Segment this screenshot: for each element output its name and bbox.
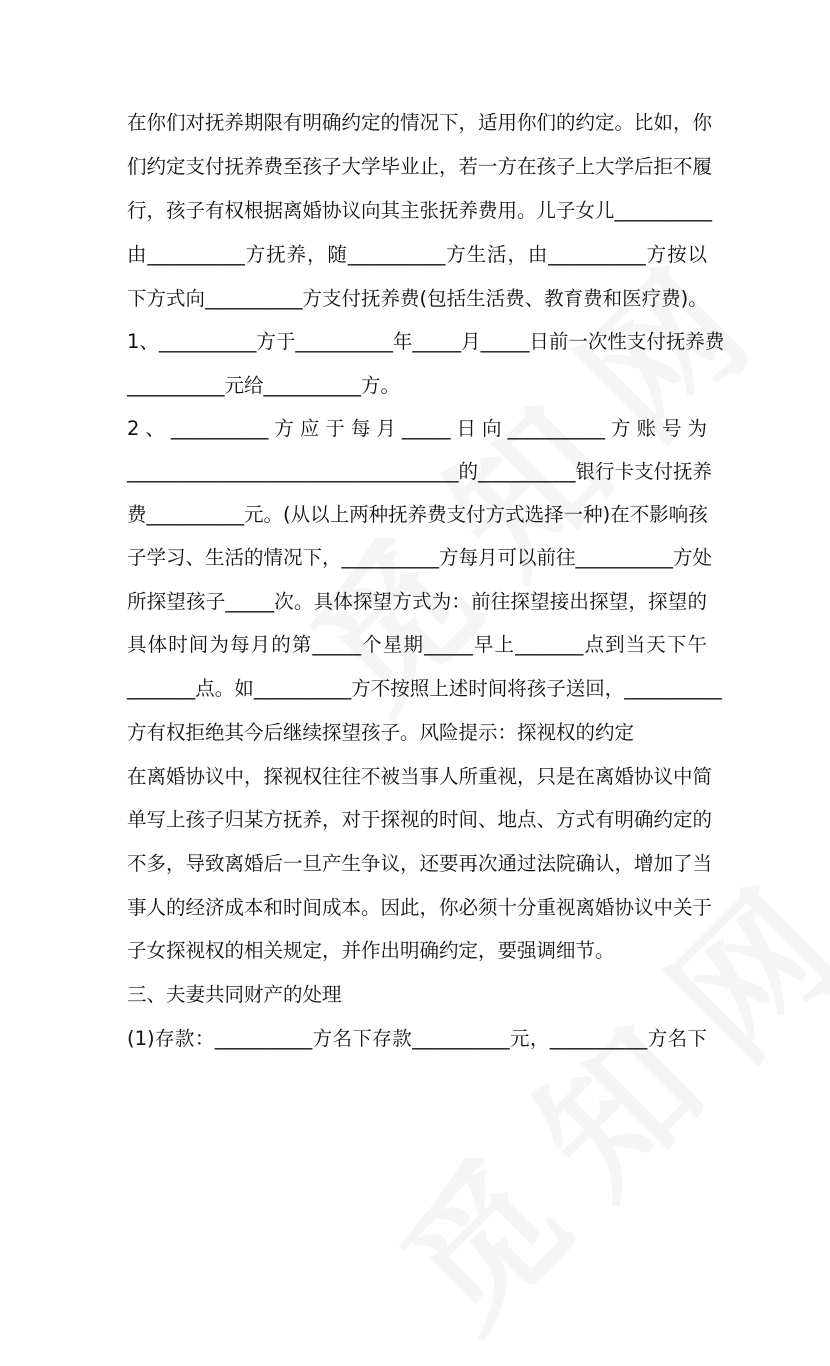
text-line: __________________________________的__________银行卡支付抚养 [127,460,713,483]
text-line: __________元给__________方。 [127,374,401,397]
text-line: 2、__________方应于每月_____日向__________方账号为 [127,417,707,440]
text-line: _______点。如__________方不按照上述时间将孩子送回，__________ [127,677,722,700]
text-line: 们约定支付抚养费至孩子大学毕业止，若一方在孩子上大学后拒不履 [127,155,713,178]
text-line: 方有权拒绝其今后继续探望孩子。风险提示：探视权的约定 [127,721,635,744]
text-line: 子学习、生活的情况下，__________方每月可以前往__________方处 [127,546,713,569]
text-line: 行，孩子有权根据离婚协议向其主张抚养费用。儿子女儿__________ [127,199,713,222]
text-line: (1)存款：__________方名下存款__________元，__________方名下 [127,1027,707,1050]
section-heading: 三、夫妻共同财产的处理 [127,983,342,1006]
text-line: 在你们对抚养期限有明确约定的情况下，适用你们的约定。比如，你 [127,111,713,134]
text-line: 具体时间为每月的第_____个星期_____早上_______点到当天下午 [127,633,707,656]
text-line: 子女探视权的相关规定，并作出明确约定，要强调细节。 [127,939,615,962]
text-line: 下方式向__________方支付抚养费(包括生活费、教育费和医疗费)。 [127,287,708,310]
text-line: 由__________方抚养，随__________方生活，由__________方按以 [127,243,707,266]
text-line: 所探望孩子_____次。具体探望方式为：前往探望接出探望，探望的 [127,590,707,613]
text-line: 费__________元。(从以上两种抚养费支付方式选择一种)在不影响孩 [127,503,708,526]
text-line: 1、__________方于__________年_____月_____日前一次性支付抚养费 [127,330,725,353]
text-line: 不多，导致离婚后一旦产生争议，还要再次通过法院确认，增加了当 [127,852,713,875]
text-line: 在离婚协议中，探视权往往不被当事人所重视，只是在离婚协议中简 [127,765,713,788]
text-line: 事人的经济成本和时间成本。因此，你必须十分重视离婚协议中关于 [127,896,713,919]
text-line: 单写上孩子归某方抚养，对于探视的时间、地点、方式有明确约定的 [127,808,713,831]
